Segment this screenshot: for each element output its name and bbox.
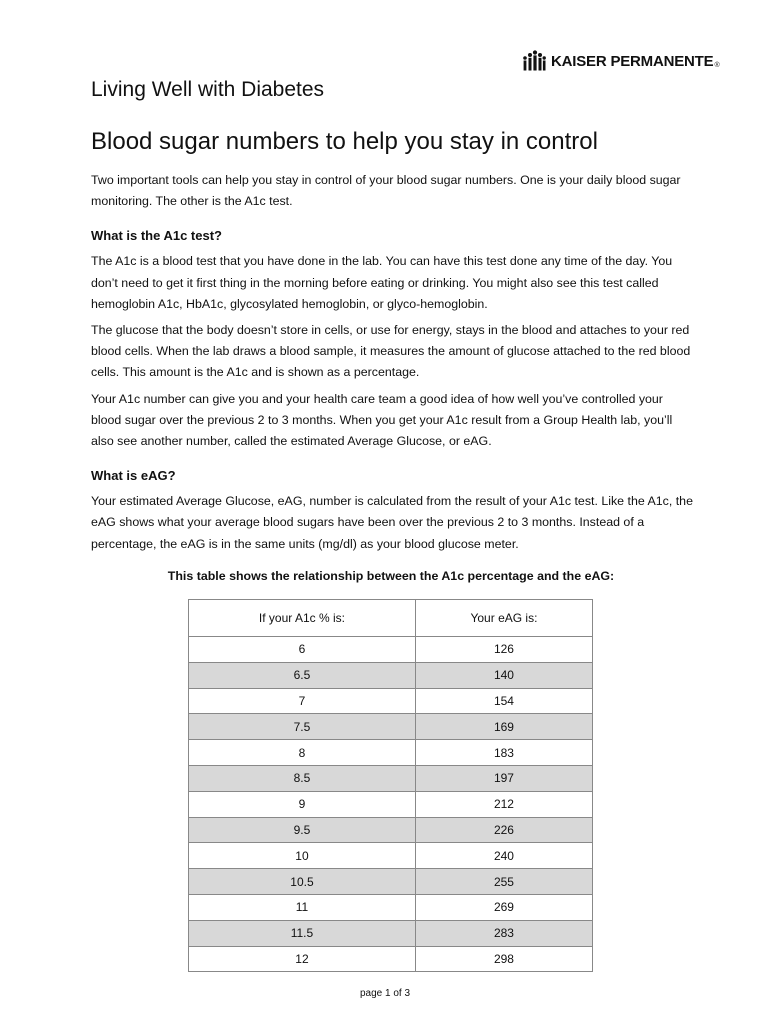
- registered-mark: ®: [714, 61, 720, 69]
- table-row: [189, 765, 593, 791]
- a1c-cell: 7: [189, 688, 416, 714]
- a1c-cell: 12: [189, 946, 416, 972]
- table-row: [189, 843, 593, 869]
- a1c-cell: 9.5: [189, 817, 416, 843]
- eag-cell: 255: [415, 869, 592, 895]
- table-row: [189, 920, 593, 946]
- section-heading-a1c: What is the A1c test?: [91, 228, 222, 244]
- a1c-cell: 10: [189, 843, 416, 869]
- eag-cell: 212: [415, 791, 592, 817]
- eag-cell: 140: [415, 662, 592, 688]
- a1c-eag-table: [188, 599, 593, 972]
- table-row: [189, 740, 593, 766]
- a1c-cell: 11.5: [189, 920, 416, 946]
- a1c-cell: 6: [189, 637, 416, 663]
- a1c-cell: 7.5: [189, 714, 416, 740]
- kaiser-permanente-logo: [522, 50, 720, 72]
- section-heading-eag: What is eAG?: [91, 468, 176, 484]
- table-header-row: [189, 600, 593, 637]
- column-header-a1c: If your A1c % is:: [189, 600, 416, 637]
- column-header-eag: Your eAG is:: [415, 600, 592, 637]
- eag-cell: 283: [415, 920, 592, 946]
- table-row: [189, 894, 593, 920]
- page-number: page 1 of 3: [359, 988, 411, 999]
- eag-cell: 169: [415, 714, 592, 740]
- table-row: [189, 791, 593, 817]
- table-row: [189, 714, 593, 740]
- intro-paragraph: Two important tools can help you stay in control of your blood sugar numbers. One is your daily blood sugar monitoring. The other is the A1c test.: [91, 173, 681, 209]
- a1c-cell: 6.5: [189, 662, 416, 688]
- table-row: [189, 817, 593, 843]
- table-row: [189, 637, 593, 663]
- eag-cell: 126: [415, 637, 592, 663]
- table-row: [189, 869, 593, 895]
- a1c-cell: 10.5: [189, 869, 416, 895]
- a1c-cell: 8: [189, 740, 416, 766]
- a1c-cell: 8.5: [189, 765, 416, 791]
- document-body: [91, 170, 696, 560]
- eag-paragraph: Your estimated Average Glucose, eAG, number is calculated from the result of your A1c test. Like the A1c, the eAG shows what your average blood sugars have been over the previous 2 to 3 months. Instead of a percentage, the eAG is in the same units (mg/dl) as your blood glucose meter.: [91, 494, 693, 551]
- document-heading: Blood sugar numbers to help you stay in control: [91, 128, 598, 155]
- a1c-paragraph: The glucose that the body doesn’t store in cells, or use for energy, stays in the blood and attaches to your red blood cells. When the lab draws a blood sample, it measures the amount of glucose attached to the red blood cells. This amount is the A1c and is shown as a percentage.: [91, 323, 691, 380]
- table-row: [189, 946, 593, 972]
- eag-cell: 298: [415, 946, 592, 972]
- table-caption: This table shows the relationship between the A1c percentage and the eAG:: [167, 569, 615, 583]
- kp-people-icon: [522, 50, 546, 72]
- eag-cell: 226: [415, 817, 592, 843]
- a1c-cell: 11: [189, 894, 416, 920]
- eag-cell: 183: [415, 740, 592, 766]
- table-row: [189, 688, 593, 714]
- a1c-paragraph: The A1c is a blood test that you have done in the lab. You can have this test done any time of the day. You don’t need to get it first thing in the morning before eating or drinking. You might also see this test called hemoglobin A1c, HbA1c, glycosylated hemoglobin, or glyco-hemoglobin.: [91, 254, 673, 311]
- brand-name: KAISER PERMANENTE: [551, 52, 714, 70]
- a1c-cell: 9: [189, 791, 416, 817]
- eag-cell: 269: [415, 894, 592, 920]
- eag-cell: 154: [415, 688, 592, 714]
- document-title: Living Well with Diabetes: [91, 78, 325, 101]
- eag-cell: 240: [415, 843, 592, 869]
- table-row: [189, 662, 593, 688]
- a1c-paragraph: Your A1c number can give you and your health care team a good idea of how well you’ve controlled your blood sugar over the previous 2 to 3 months. When you get your A1c result from a Group Health lab, you’ll also see another number, called the estimated Average Glucose, or eAG.: [91, 391, 673, 449]
- eag-cell: 197: [415, 765, 592, 791]
